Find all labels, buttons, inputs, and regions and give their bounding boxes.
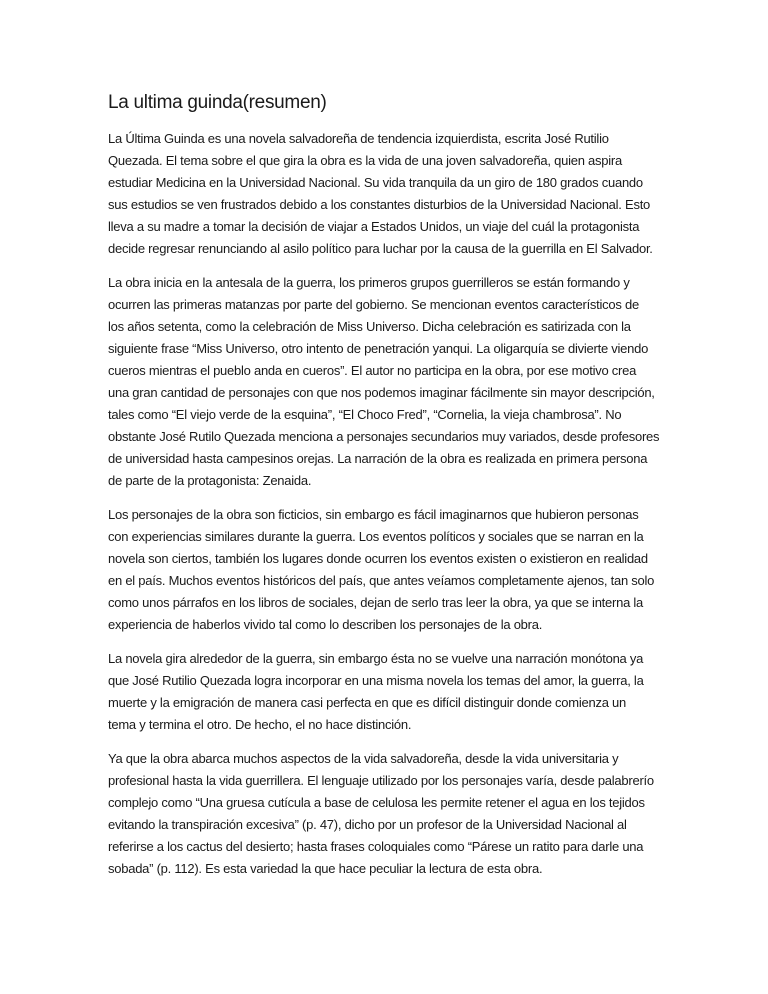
text-line: profesional hasta la vida guerrillera. El lenguaje utilizado por los personajes varía, desde palabrerío xyxy=(108,773,654,788)
text-line: en el país. Muchos eventos históricos del país, que antes veíamos completamente ajenos, tan solo xyxy=(108,573,655,588)
document-title: La ultima guinda(resumen) xyxy=(108,92,327,113)
paragraph-4 xyxy=(108,648,678,736)
text-line: Los personajes de la obra son ficticios, sin embargo es fácil imaginarnos que hubieron personas xyxy=(108,507,639,522)
document-page xyxy=(108,90,678,892)
paragraph-1 xyxy=(108,128,678,260)
text-line: ocurren las primeras matanzas por parte del gobierno. Se mencionan eventos característicos de xyxy=(108,297,639,312)
text-line: que José Rutilio Quezada logra incorporar en una misma novela los temas del amor, la guerra, la xyxy=(108,673,644,688)
text-line: tema y termina el otro. De hecho, el no hace distinción. xyxy=(108,717,412,732)
text-line: complejo como “Una gruesa cutícula a base de celulosa les permite retener el agua en los tejidos xyxy=(108,795,645,810)
text-line: con experiencias similares durante la guerra. Los eventos políticos y sociales que se narran en la xyxy=(108,529,644,544)
text-line: una gran cantidad de personajes con que nos podemos imaginar fácilmente sin mayor descripción, xyxy=(108,385,655,400)
text-line: La obra inicia en la antesala de la guerra, los primeros grupos guerrilleros se están formando y xyxy=(108,275,630,290)
document-body xyxy=(108,128,678,880)
text-line: Quezada. El tema sobre el que gira la obra es la vida de una joven salvadoreña, quien aspira xyxy=(108,153,622,168)
text-line: Ya que la obra abarca muchos aspectos de la vida salvadoreña, desde la vida universitaria y xyxy=(108,751,619,766)
text-line: experiencia de haberlos vivido tal como lo describen los personajes de la obra. xyxy=(108,617,543,632)
paragraph-2 xyxy=(108,272,678,492)
text-line: los años setenta, como la celebración de Miss Universo. Dicha celebración es satirizada con la xyxy=(108,319,631,334)
paragraph-3 xyxy=(108,504,678,636)
text-line: decide regresar renunciando al asilo político para luchar por la causa de la guerrilla en El Salvador. xyxy=(108,241,653,256)
text-line: lleva a su madre a tomar la decisión de viajar a Estados Unidos, un viaje del cuál la protagonista xyxy=(108,219,640,234)
text-line: La Última Guinda es una novela salvadoreña de tendencia izquierdista, escrita José Rutilio xyxy=(108,131,609,146)
text-line: siguiente frase “Miss Universo, otro intento de penetración yanqui. La oligarquía se divierte viendo xyxy=(108,341,649,356)
paragraph-5 xyxy=(108,748,678,880)
text-line: tales como “El viejo verde de la esquina”, “El Choco Fred”, “Cornelia, la vieja chambrosa”. No xyxy=(108,407,622,422)
text-line: sus estudios se ven frustrados debido a los constantes disturbios de la Universidad Nacional. Esto xyxy=(108,197,651,212)
text-line: sobada” (p. 112). Es esta variedad la que hace peculiar la lectura de esta obra. xyxy=(108,861,543,876)
text-line: como unos párrafos en los libros de sociales, dejan de serlo tras leer la obra, ya que se interna la xyxy=(108,595,644,610)
text-line: de parte de la protagonista: Zenaida. xyxy=(108,473,312,488)
text-line: evitando la transpiración excesiva” (p. 47), dicho por un profesor de la Universidad Nacional al xyxy=(108,817,627,832)
text-line: obstante José Rutilo Quezada menciona a personajes secundarios muy variados, desde profesores xyxy=(108,429,660,444)
text-line: muerte y la emigración de manera casi perfecta en que es difícil distinguir donde comienza un xyxy=(108,695,626,710)
text-line: referirse a los cactus del desierto; hasta frases coloquiales como “Párese un ratito para darle una xyxy=(108,839,644,854)
text-line: cueros mientras el pueblo anda en cueros”. El autor no participa en la obra, por ese motivo crea xyxy=(108,363,637,378)
text-line: novela son ciertos, también los lugares donde ocurren los eventos existen o existieron en realidad xyxy=(108,551,648,566)
text-line: La novela gira alrededor de la guerra, sin embargo ésta no se vuelve una narración monótona ya xyxy=(108,651,644,666)
text-line: de universidad hasta campesinos orejas. La narración de la obra es realizada en primera persona xyxy=(108,451,648,466)
text-line: estudiar Medicina en la Universidad Nacional. Su vida tranquila da un giro de 180 grados cuando xyxy=(108,175,643,190)
